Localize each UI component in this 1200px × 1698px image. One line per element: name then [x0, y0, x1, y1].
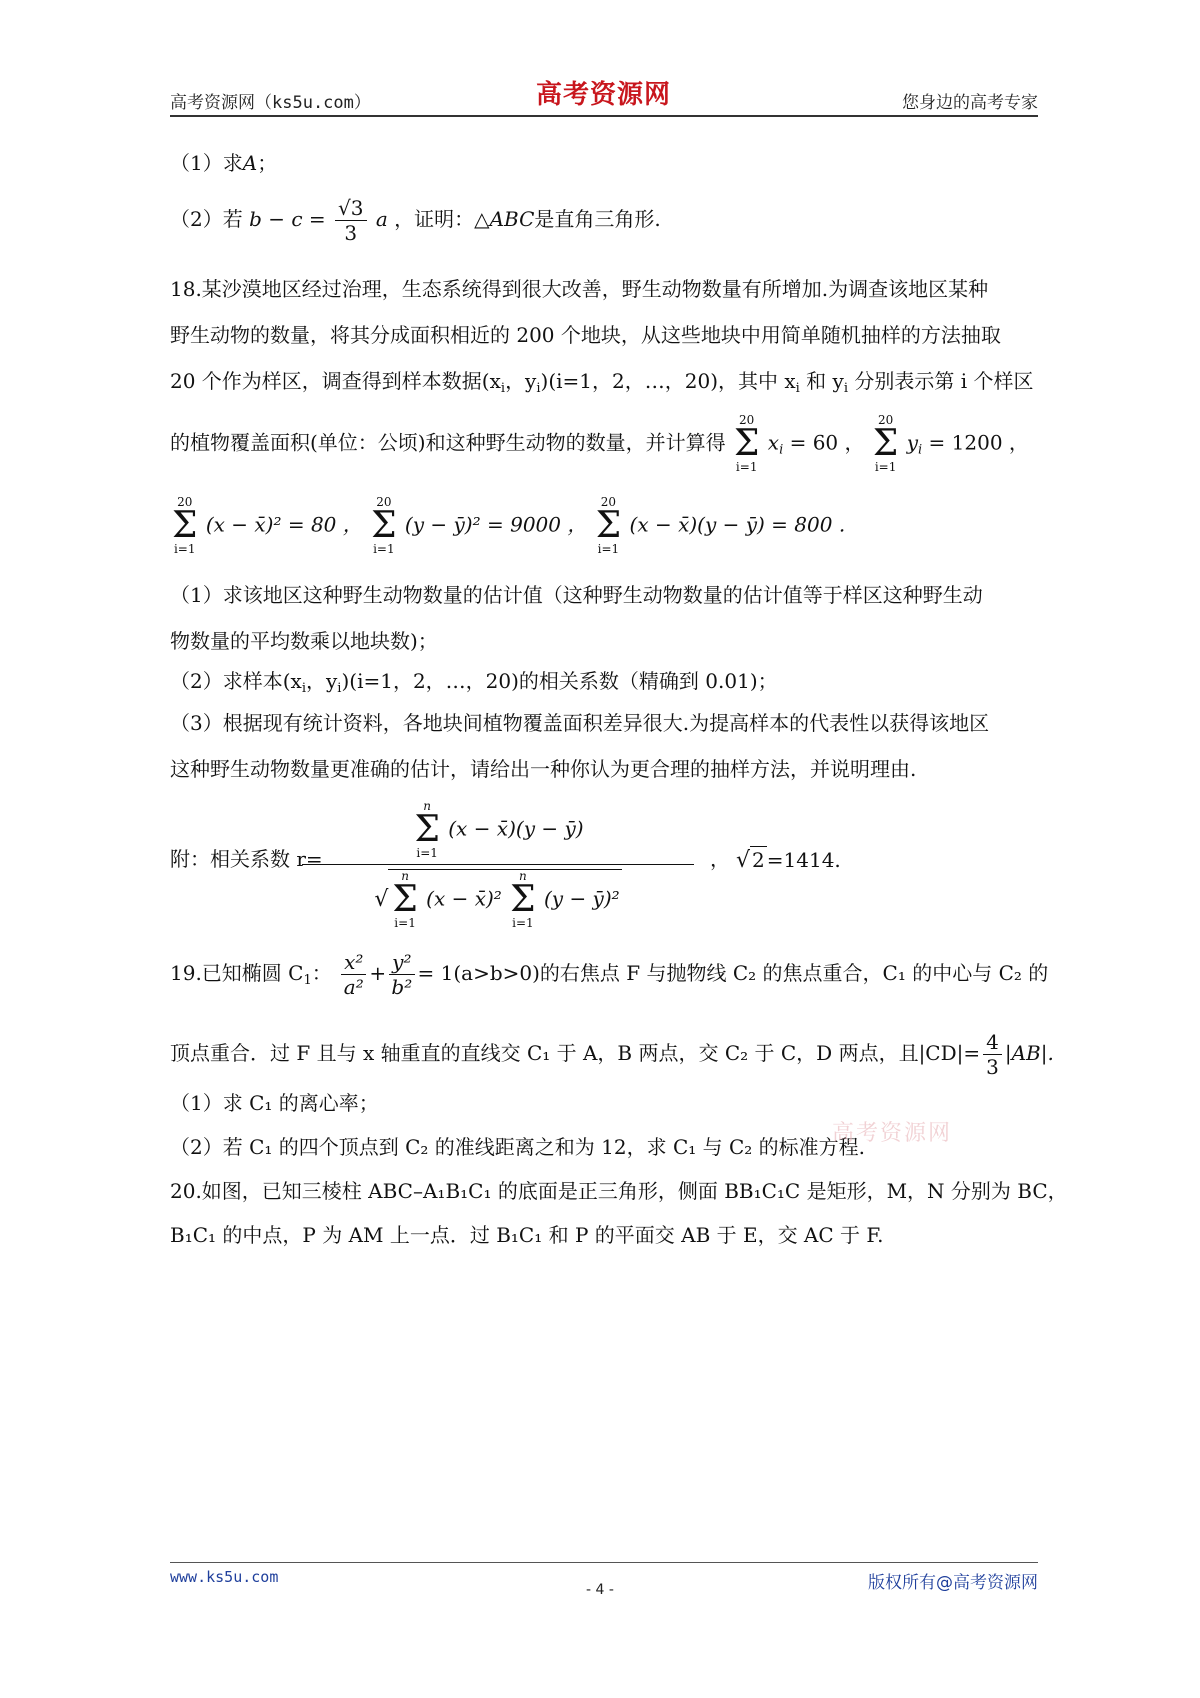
q18-line1: 18.某沙漠地区经过治理，生态系统得到很大改善，野生动物数量有所增加.为调查该地区某种 — [170, 277, 989, 301]
sum-lower: i=1 — [597, 542, 620, 556]
q17-fraction — [335, 196, 366, 245]
q19-line1-rest: = 1(a>b>0)的右焦点 F 与抛物线 C₂ 的焦点重合，C₁ 的中心与 C₂ 的 — [417, 961, 1049, 985]
sum-symbol — [371, 496, 396, 556]
q18-part3b: 这种野生动物数量更准确的估计，请给出一种你认为更合理的抽样方法，并说明理由. — [170, 757, 917, 781]
q17-part2-lhs: b − c = — [249, 207, 326, 231]
sum-lower: i=1 — [735, 460, 758, 474]
sum-upper: n — [519, 869, 527, 883]
sigma-glyph: Σ — [371, 505, 397, 546]
sum-symbol — [873, 414, 898, 474]
sigma-glyph: Σ — [510, 879, 536, 920]
q17-part2-end: 是直角三角形. — [534, 207, 661, 231]
header-rule — [170, 115, 1038, 117]
q17-part2-tri: ABC — [489, 207, 535, 231]
sum-lower: i=1 — [512, 916, 534, 930]
sum-upper: 20 — [877, 413, 894, 427]
fraction-denominator: b² — [391, 975, 413, 999]
q19-line2 — [170, 1030, 1054, 1079]
denominator-y: (y − ȳ)² — [543, 886, 620, 911]
ellipse-x-fraction — [341, 950, 366, 999]
sum-x-term: x — [767, 430, 780, 455]
sqrt2-expr — [736, 846, 841, 874]
appendix-label: 附：相关系数 r= — [170, 847, 323, 871]
q17-part2 — [170, 196, 661, 245]
fraction-denominator: 3 — [986, 1055, 999, 1079]
q17-part2-label: （2）若 — [170, 207, 243, 231]
sqrt-body — [388, 869, 621, 930]
header-site-name: 高考资源网（ks5u.com） — [170, 93, 371, 113]
q19-colon: ： — [311, 961, 332, 985]
q18-line3: 20 个作为样区，调查得到样本数据($x_i$，$y_i)(i=1$，2，…，20)，其中 $x_i$ 和 $y_i$ 分别表示第 i 个样区 — [170, 369, 1034, 396]
q19-line2-text: 顶点重合．过 F 且与 x 轴重直的直线交 C₁ 于 A，B 两点，交 C₂ 于 C，D 两点，且|CD|= — [170, 1041, 981, 1065]
sum-lower: i=1 — [416, 846, 438, 860]
header-logo: 高考资源网 — [536, 80, 672, 110]
sum-lower: i=1 — [394, 916, 416, 930]
page-number: - 4 - — [586, 1582, 614, 1598]
sum-syy: (y − ȳ)² = 9000 ， — [404, 512, 588, 537]
sum-upper: n — [401, 869, 409, 883]
sqrt-icon: √ — [736, 848, 751, 873]
page-header — [170, 80, 1038, 114]
q17-part2-mid: ，证明：△ — [394, 207, 490, 231]
sigma-glyph: Σ — [414, 809, 440, 850]
q18-part1b: 物数量的平均数乘以地块数)； — [170, 629, 438, 653]
sqrt-icon: √ — [374, 886, 389, 912]
q18-sums-line — [170, 496, 845, 556]
header-slogan: 您身边的高考专家 — [902, 93, 1038, 113]
q19-part1: （1）求 C₁ 的离心率； — [170, 1091, 379, 1115]
q18-part2: （2）求样本($x_i$，$y_i)(i=1$，2，…，20)的相关系数（精确到 0.01)； — [170, 669, 778, 696]
sum-symbol — [734, 414, 759, 474]
sum-y-value: = 1200 ， — [928, 430, 1029, 455]
q17-part2-var: a — [375, 207, 388, 231]
sum-upper: 20 — [177, 495, 193, 509]
fraction-numerator — [302, 800, 694, 865]
sum-upper: 20 — [739, 413, 755, 427]
sum-lower: i=1 — [874, 460, 897, 474]
q19-sub: 1 — [303, 973, 312, 988]
sigma-glyph: Σ — [595, 505, 622, 546]
sum-sxy: (x − x̄)(y − ȳ) = 800 . — [629, 512, 846, 537]
sigma-glyph: Σ — [872, 423, 899, 464]
numerator-expr: (x − x̄)(y − ȳ) — [448, 816, 584, 841]
denominator-x: (x − x̄)² — [426, 886, 502, 911]
q17-part1-var: A — [242, 151, 258, 175]
sum-upper: n — [423, 799, 432, 813]
q17-part1-end: ； — [257, 151, 278, 175]
sigma-glyph: Σ — [733, 423, 760, 464]
q18-line4-text: 的植物覆盖面积(单位：公顷)和这种野生动物的数量，并计算得 — [170, 430, 726, 455]
sum-sxx: (x − x̄)² = 80 ， — [205, 512, 363, 537]
q18-line4: 的植物覆盖面积(单位：公顷)和这种野生动物的数量，并计算得 20 Σ i=1 $x_i = 60$ ， 20 Σ i=1 $y_i = 1200$ ， — [170, 413, 1029, 474]
sum-upper: 20 — [600, 495, 617, 509]
sum-y-term: y — [906, 430, 918, 455]
sum-x-value: = 60 ， — [789, 430, 865, 455]
q19-line2-end: |AB|. — [1004, 1041, 1054, 1065]
fraction-numerator: y² — [389, 950, 414, 975]
sum-lower: i=1 — [173, 542, 196, 556]
footer-url-link[interactable]: www.ks5u.com — [170, 1568, 279, 1586]
fraction-denominator: 3 — [344, 221, 358, 245]
q20-line1: 20.如图，已知三棱柱 ABC–A₁B₁C₁ 的底面是正三角形，侧面 BB₁C₁C 是矩形，M，N 分别为 BC， — [170, 1179, 1068, 1203]
q19-part2: （2）若 C₁ 的四个顶点到 C₂ 的准线距离之和为 12，求 C₁ 与 C₂ 的标准方程. — [170, 1135, 866, 1159]
fraction-numerator: √3 — [335, 196, 366, 221]
q19-line1: 19.已知椭圆 $C_1$： $\frac{\text{x²}}{\text{a²}}$ + $\frac{\text{y²}}{\text{b²}}$ = 1(a>b>0)的右焦点 F 与抛物线 C₂ 的焦点重合，C₁ 的中心与 C₂ 的 — [170, 950, 1049, 999]
watermark: 高考资源网 — [832, 1121, 953, 1146]
q20-line2: B₁C₁ 的中点，P 为 AM 上一点．过 B₁C₁ 和 P 的平面交 AB 于 E，交 AC 于 F. — [170, 1223, 884, 1247]
footer-rule — [170, 1562, 1038, 1563]
fraction-denominator — [302, 865, 694, 930]
fraction-numerator: x² — [341, 950, 366, 975]
q18-part1a: （1）求该地区这种野生动物数量的估计值（这种野生动物数量的估计值等于样区这种野生动 — [170, 583, 983, 607]
appendix-comma: ， — [710, 847, 730, 871]
footer-copyright: 版权所有@高考资源网 — [868, 1573, 1038, 1593]
sqrt2-radicand: 2 — [752, 848, 765, 872]
sum-symbol — [596, 496, 621, 556]
sqrt2-value: =1414. — [766, 848, 841, 872]
q19-fraction — [983, 1030, 1002, 1079]
sigma-glyph: Σ — [392, 879, 418, 920]
sum-symbol — [172, 496, 197, 556]
sum-symbol — [414, 800, 439, 860]
sigma-glyph: Σ — [172, 505, 198, 546]
sum-symbol — [510, 870, 535, 930]
ellipse-y-fraction — [389, 950, 414, 999]
correlation-fraction — [302, 800, 694, 930]
sum-upper: 20 — [376, 495, 392, 509]
q19-intro: 19.已知椭圆 C — [170, 961, 304, 985]
fraction-numerator: 4 — [983, 1030, 1002, 1055]
q17-part1 — [170, 150, 277, 176]
sum-symbol — [392, 870, 417, 930]
fraction-denominator: a² — [343, 975, 364, 999]
q18-line2: 野生动物的数量，将其分成面积相近的 200 个地块，从这些地块中用简单随机抽样的方法抽取 — [170, 323, 1001, 347]
q17-part1-label: （1）求 — [170, 151, 243, 175]
q18-part3a: （3）根据现有统计资料，各地块间植物覆盖面积差异很大.为提高样本的代表性以获得该地区 — [170, 711, 990, 735]
sum-lower: i=1 — [373, 542, 395, 556]
